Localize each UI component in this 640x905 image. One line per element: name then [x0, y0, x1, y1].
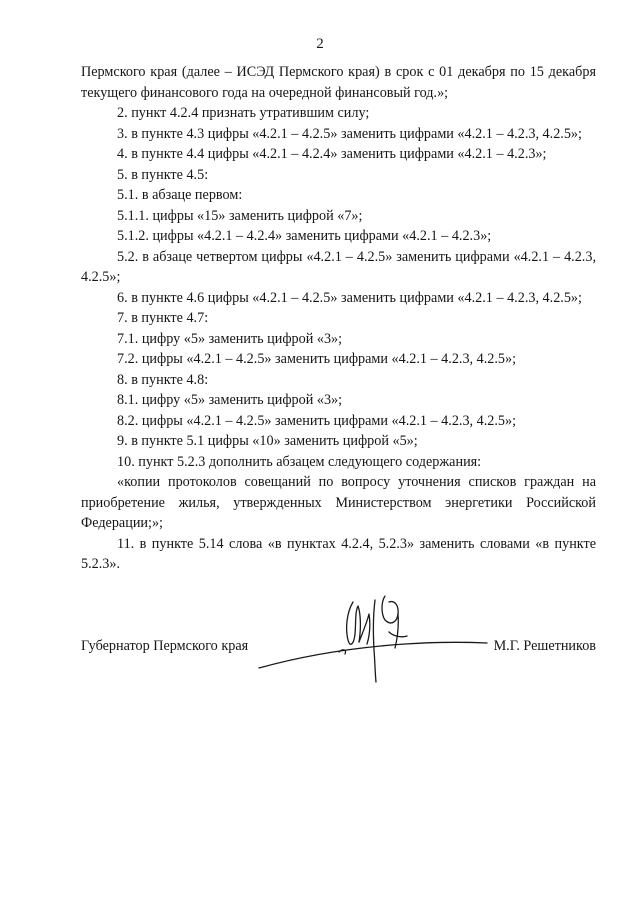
signatory-name: М.Г. Решетников	[493, 638, 596, 654]
paragraph: 5.1.2. цифры «4.2.1 – 4.2.4» заменить цифрами «4.2.1 – 4.2.3»;	[117, 228, 492, 244]
paragraph: 8. в пункте 4.8:	[117, 371, 209, 388]
paragraph: 7.1. цифру «5» заменить цифрой «3»;	[117, 330, 343, 347]
paragraph: 7.2. цифры «4.2.1 – 4.2.5» заменить цифрами «4.2.1 – 4.2.3, 4.2.5»;	[117, 351, 517, 367]
paragraph: 5.1.1. цифры «15» заменить цифрой «7»;	[117, 207, 363, 224]
paragraph: 8.2. цифры «4.2.1 – 4.2.5» заменить цифрами «4.2.1 – 4.2.3, 4.2.5»;	[117, 412, 517, 429]
paragraph: 11. в пункте 5.14 слова «в пунктах 4.2.4, 5.2.3» заменить словами «в пункте 5.2.3».	[81, 535, 596, 572]
paragraph: 5.1. в абзаце первом:	[117, 187, 243, 203]
paragraph: 8.1. цифру «5» заменить цифрой «3»;	[117, 392, 343, 408]
document-body	[81, 62, 596, 575]
paragraph: Пермского края (далее – ИСЭД Пермского края) в срок с 01 декабря по 15 декабря текущего финансового года на очередной финансовый год.»;	[81, 64, 596, 101]
handwritten-signature	[255, 592, 500, 687]
paragraph: 4. в пункте 4.4 цифры «4.2.1 – 4.2.4» заменить цифрами «4.2.1 – 4.2.3»;	[117, 146, 547, 162]
paragraph: «копии протоколов совещаний по вопросу уточнения списков граждан на приобретение жилья, утвержденных Министерством энергетики Российской Федерации;»;	[81, 474, 596, 531]
paragraph: 5.2. в абзаце четвертом цифры «4.2.1 – 4.2.5» заменить цифрами «4.2.1 – 4.2.3, 4.2.5»;	[81, 248, 596, 285]
page-number: 2	[316, 36, 324, 52]
signatory-position: Губернатор Пермского края	[81, 638, 249, 654]
paragraph: 5. в пункте 4.5:	[117, 166, 209, 183]
paragraph: 7. в пункте 4.7:	[117, 310, 209, 326]
paragraph: 2. пункт 4.2.4 признать утратившим силу;	[117, 105, 370, 121]
paragraph: 9. в пункте 5.1 цифры «10» заменить цифрой «5»;	[117, 433, 418, 449]
paragraph: 3. в пункте 4.3 цифры «4.2.1 – 4.2.5» заменить цифрами «4.2.1 – 4.2.3, 4.2.5»;	[117, 125, 582, 142]
paragraph: 10. пункт 5.2.3 дополнить абзацем следующего содержания:	[117, 453, 482, 470]
paragraph: 6. в пункте 4.6 цифры «4.2.1 – 4.2.5» заменить цифрами «4.2.1 – 4.2.3, 4.2.5»;	[117, 289, 582, 306]
